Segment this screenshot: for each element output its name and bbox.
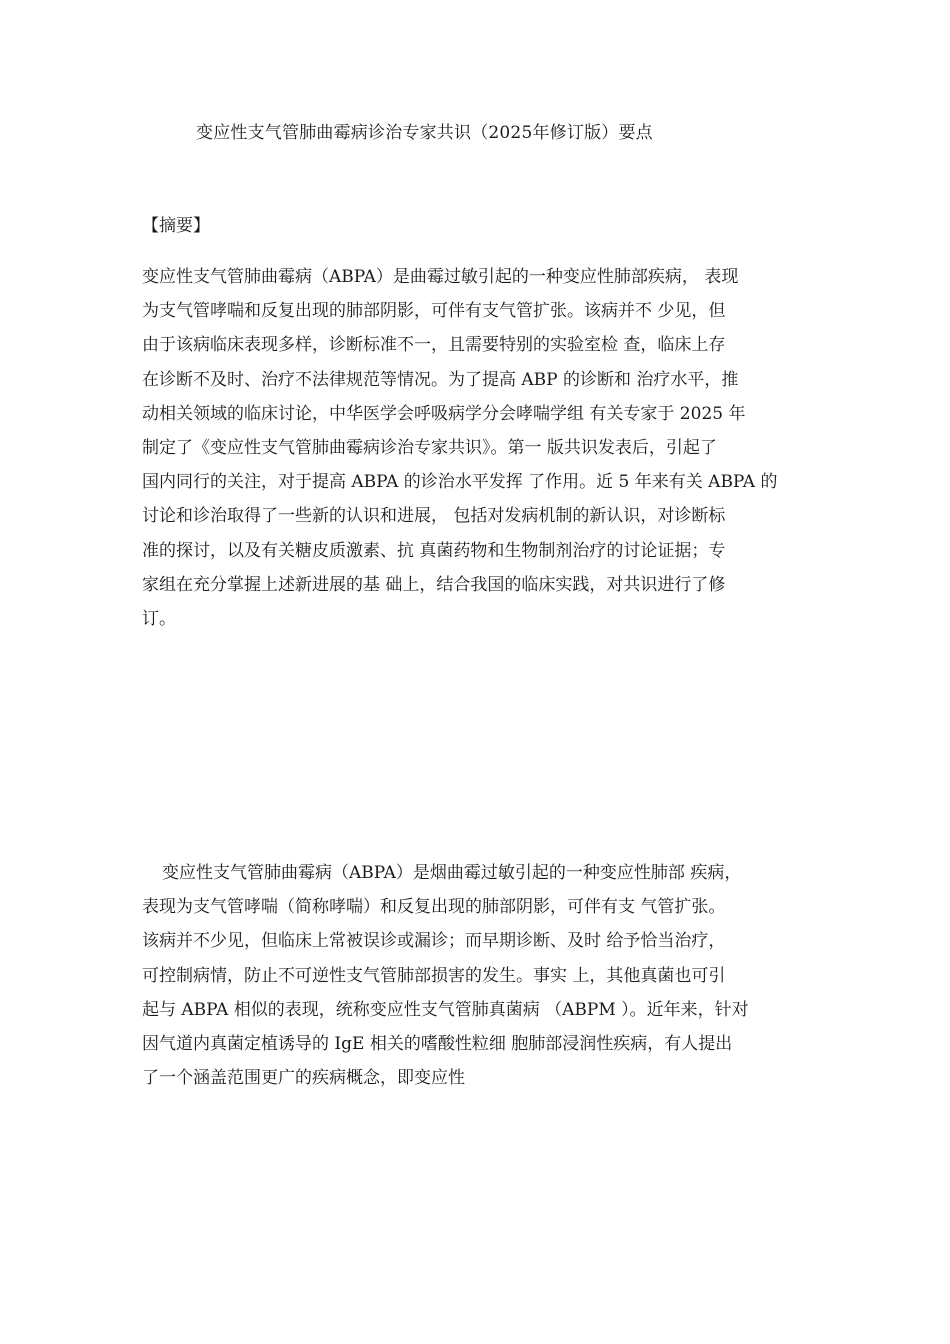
paragraph-line: 可控制病情，防止不可逆性支气管肺部损害的发生。事实 上，其他真菌也可引 — [142, 965, 726, 986]
paragraph-line: 因气道内真菌定植诱导的 IgE 相关的嗜酸性粒细 胞肺部浸润性疾病，有人提出 — [142, 1033, 733, 1054]
paragraph-line: 动相关领域的临床讨论，中华医学会呼吸病学分会哮喘学组 有关专家于 2025 年 — [142, 403, 746, 424]
paragraph-line: 表现为支气管哮喘（简称哮喘）和反复出现的肺部阴影，可伴有支 气管扩张。 — [142, 897, 726, 918]
paragraph-line: 该病并不少见，但临床上常被误诊或漏诊；而早期诊断、及时 给予恰当治疗， — [142, 931, 726, 952]
abstract-label: 【摘要】 — [142, 216, 210, 236]
paragraph-line: 讨论和诊治取得了一些新的认识和进展， 包括对发病机制的新认识，对诊断标 — [142, 506, 726, 527]
paragraph-line: 起与 ABPA 相似的表现，统称变应性支气管肺真菌病 （ABPM ）。近年来，针对 — [142, 999, 749, 1020]
paragraph-line: 国内同行的关注，对于提高 ABPA 的诊治水平发挥 了作用。近 5 年来有关 ABPA 的 — [142, 472, 778, 493]
paragraph-line: 了一个涵盖范围更广的疾病概念，即变应性 — [142, 1068, 465, 1089]
paragraph-line: 变应性支气管肺曲霉病（ABPA）是曲霉过敏引起的一种变应性肺部疾病， 表现 — [142, 267, 739, 287]
paragraph-line: 在诊断不及时、治疗不法律规范等情况。为了提高 ABP 的诊断和 治疗水平，推 — [142, 369, 739, 390]
paragraph-line: 准的探讨，以及有关糖皮质激素、抗 真菌药物和生物制剂治疗的讨论证据；专 — [142, 540, 726, 561]
paragraph-line: 家组在充分掌握上述新进展的基 础上，结合我国的临床实践，对共识进行了修 — [142, 574, 726, 595]
paragraph-line: 变应性支气管肺曲霉病（ABPA）是烟曲霉过敏引起的一种变应性肺部 疾病， — [162, 863, 742, 883]
paragraph-line: 制定了《变应性支气管肺曲霉病诊治专家共识》。第一 版共识发表后，引起了 — [142, 437, 717, 458]
body-paragraph — [142, 856, 818, 1095]
paragraph-line: 由于该病临床表现多样，诊断标准不一，且需要特别的实验室检 查，临床上存 — [142, 335, 726, 356]
document-title: 变应性支气管肺曲霉病诊治专家共识（2025年修订版）要点 — [196, 123, 653, 143]
paragraph-line: 订。 — [142, 608, 176, 629]
abstract-paragraph — [142, 260, 818, 636]
paragraph-line: 为支气管哮喘和反复出现的肺部阴影，可伴有支气管扩张。该病并不 少见，但 — [142, 301, 726, 322]
